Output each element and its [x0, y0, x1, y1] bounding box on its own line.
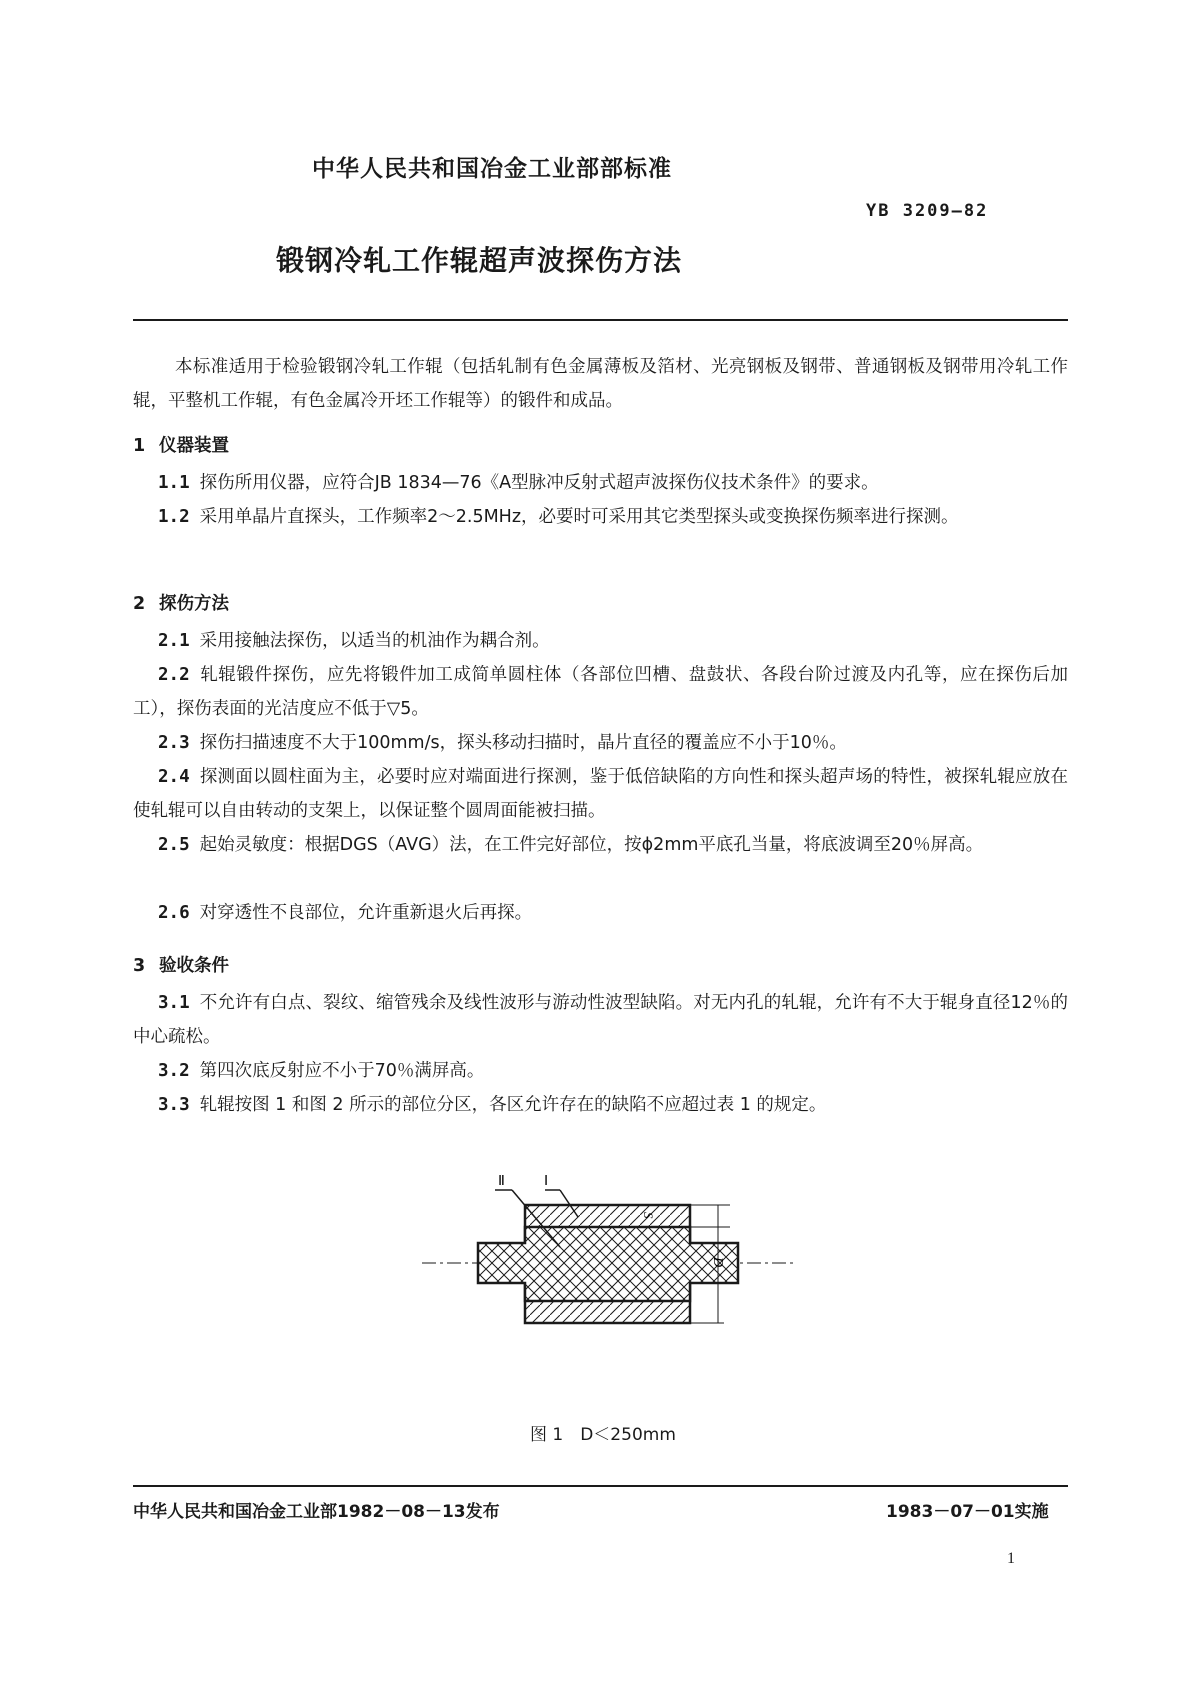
clause-text: 第四次底反射应不小于70％满屏高。	[199, 1061, 485, 1081]
clause	[133, 896, 1068, 930]
zone2-label: Ⅱ	[498, 1174, 505, 1189]
roll-zone-diagram	[420, 1155, 800, 1385]
clause-text: 对穿透性不良部位，允许重新退火后再探。	[199, 903, 533, 923]
clause-number: 2.4	[158, 767, 190, 787]
clause-number: 3.1	[158, 993, 190, 1013]
clause-text: 轧辊锻件探伤，应先将锻件加工成简单圆柱体（各部位凹槽、盘鼓状、各段台阶过渡及内孔等，应在探伤后加工），探伤表面的光洁度应不低于▽5。	[133, 665, 1068, 719]
header-divider	[133, 319, 1068, 321]
section-title: 仪器装置	[159, 436, 229, 456]
issuing-organization: 中华人民共和国冶金工业部部标准	[312, 156, 672, 182]
clause	[133, 828, 1068, 862]
clause-number: 2.6	[158, 903, 190, 923]
clause	[133, 760, 1068, 828]
clause-text: 采用接触法探伤，以适当的机油作为耦合剂。	[199, 631, 550, 651]
clause-text: 探测面以圆柱面为主，必要时应对端面进行探测，鉴于低倍缺陷的方向性和探头超声场的特性，被探轧辊应放在使轧辊可以自由转动的支架上，以保证整个圆周面能被扫描。	[133, 767, 1068, 821]
section-title: 验收条件	[159, 956, 229, 976]
clause-text: 探伤所用仪器，应符合JB 1834—76《A型脉冲反射式超声波探伤仪技术条件》的要求。	[199, 473, 879, 493]
section-heading	[133, 590, 229, 615]
page-number: 1	[1007, 1550, 1015, 1567]
section-number: 2	[133, 594, 146, 614]
clause-number: 3.3	[158, 1095, 190, 1115]
clause	[133, 726, 1068, 760]
dimension-d-label: D	[710, 1257, 725, 1268]
clause-number: 2.1	[158, 631, 190, 651]
clause-number: 1.1	[158, 473, 190, 493]
clause	[133, 986, 1068, 1054]
figure-caption: 图 1 D＜250mm	[530, 1425, 676, 1445]
section-number: 3	[133, 956, 146, 976]
clause-number: 2.3	[158, 733, 190, 753]
footer-divider	[133, 1485, 1068, 1487]
clause-number: 1.2	[158, 507, 190, 527]
clause-text: 轧辊按图 1 和图 2 所示的部位分区，各区允许存在的缺陷不应超过表 1 的规定。	[199, 1095, 827, 1115]
section-title: 探伤方法	[159, 594, 229, 614]
scope-paragraph: 本标准适用于检验锻钢冷轧工作辊（包括轧制有色金属薄板及箔材、光亮钢板及钢带、普通钢板及钢带用冷轧工作辊，平整机工作辊，有色金属冷开坯工作辊等）的锻件和成品。	[133, 357, 1068, 411]
clause-number: 3.2	[158, 1061, 190, 1081]
roll-core-zone	[478, 1227, 738, 1301]
clause	[133, 624, 1068, 658]
clause-number: 2.2	[158, 665, 190, 685]
clause	[133, 1054, 1068, 1088]
clause-text: 起始灵敏度：根据DGS（AVG）法，在工件完好部位，按ϕ2mm平底孔当量，将底波调至20％屏高。	[199, 835, 984, 855]
clause-text: 探伤扫描速度不大于100mm/s，探头移动扫描时，晶片直径的覆盖应不小于10％。	[199, 733, 847, 753]
effective-date: 1983－07－01实施	[886, 1502, 1049, 1522]
section-heading	[133, 432, 229, 457]
dimension-s-label: S	[641, 1212, 656, 1219]
clause	[133, 466, 1068, 500]
clause-number: 2.5	[158, 835, 190, 855]
clause	[133, 1088, 1068, 1122]
clause	[133, 658, 1068, 726]
issue-date: 中华人民共和国冶金工业部1982－08－13发布	[133, 1502, 500, 1522]
clause-text: 不允许有白点、裂纹、缩管残余及线性波形与游动性波型缺陷。对无内孔的轧辊，允许有不大于辊身直径12％的中心疏松。	[133, 993, 1068, 1047]
standard-code: YB 3209—82	[866, 201, 989, 221]
document-title: 锻钢冷轧工作辊超声波探伤方法	[276, 244, 683, 277]
clause	[133, 500, 1068, 534]
clause-text: 采用单晶片直探头，工作频率2～2.5MHz，必要时可采用其它类型探头或变换探伤频率进行探测。	[199, 507, 959, 527]
section-number: 1	[133, 436, 146, 456]
zone1-label: Ⅰ	[544, 1174, 549, 1189]
section-heading	[133, 952, 229, 977]
